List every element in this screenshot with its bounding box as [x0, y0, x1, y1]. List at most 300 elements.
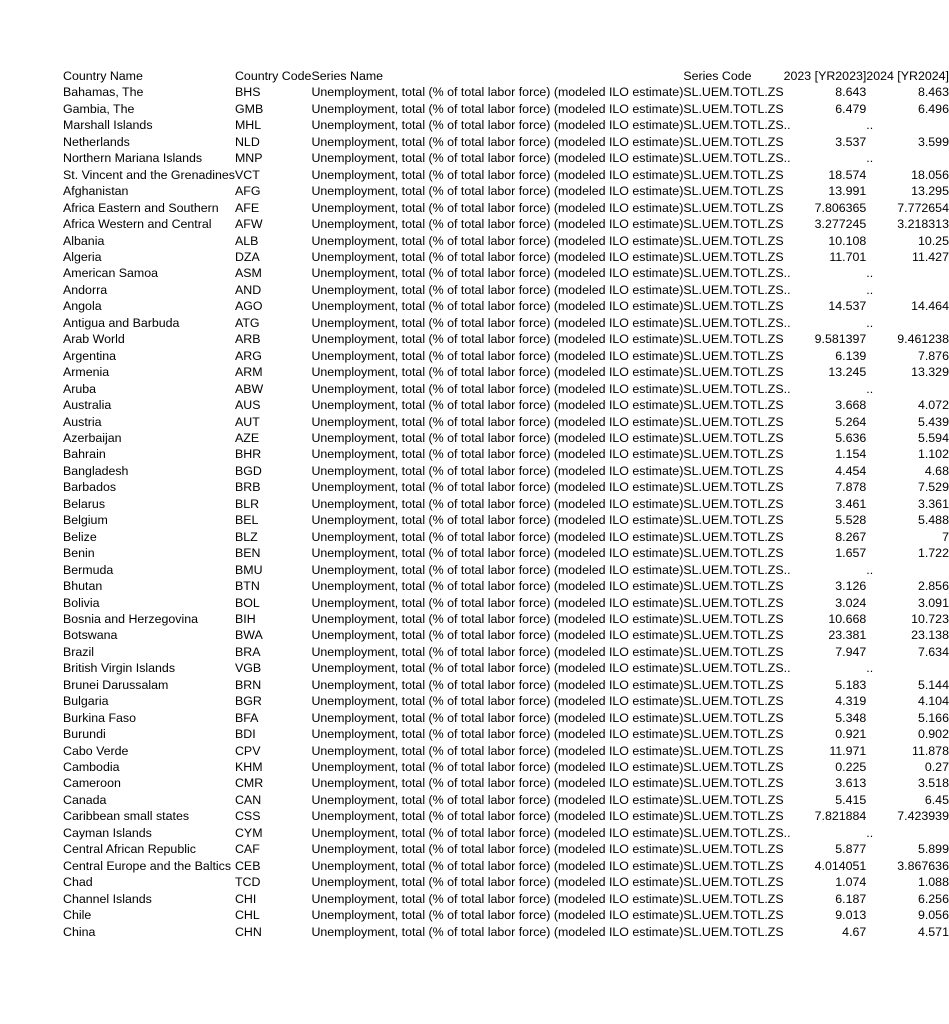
cell-series-name[interactable]: Unemployment, total (% of total labor force) (modeled ILO estimate) — [311, 710, 684, 725]
cell-2024[interactable]: 10.25 — [917, 233, 949, 248]
cell-country-name[interactable]: Azerbaijan — [63, 430, 122, 445]
cell-2023[interactable]: .. — [783, 562, 791, 577]
cell-series-code[interactable]: SL.UEM.TOTL.ZS — [683, 529, 784, 544]
cell-2024[interactable]: 14.464 — [911, 299, 949, 314]
header-country-name[interactable]: Country Name — [63, 69, 143, 83]
cell-series-code[interactable]: SL.UEM.TOTL.ZS — [683, 447, 784, 462]
cell-country-code[interactable]: BHR — [234, 447, 262, 462]
cell-series-name[interactable]: Unemployment, total (% of total labor force) (modeled ILO estimate) — [311, 760, 684, 775]
cell-country-code[interactable]: CPV — [234, 743, 261, 758]
cell-series-code[interactable]: SL.UEM.TOTL.ZS — [683, 546, 784, 561]
cell-country-code[interactable]: BLZ — [234, 529, 258, 544]
cell-2024[interactable]: 23.138 — [911, 628, 949, 643]
cell-country-code[interactable]: BGD — [234, 463, 262, 478]
cell-country-code[interactable]: TCD — [234, 875, 261, 890]
cell-series-code[interactable]: SL.UEM.TOTL.ZS — [683, 875, 784, 890]
cell-2024[interactable]: .. — [866, 282, 874, 297]
cell-series-code[interactable]: SL.UEM.TOTL.ZS — [683, 414, 784, 429]
cell-2024[interactable]: 18.056 — [911, 167, 949, 182]
cell-country-name[interactable]: Canada — [63, 792, 107, 807]
cell-country-code[interactable]: BRB — [234, 480, 261, 495]
cell-country-code[interactable]: CHN — [234, 924, 262, 939]
cell-series-name[interactable]: Unemployment, total (% of total labor force) (modeled ILO estimate) — [311, 151, 684, 166]
cell-series-name[interactable]: Unemployment, total (% of total labor force) (modeled ILO estimate) — [311, 332, 684, 347]
cell-2024[interactable]: .. — [866, 562, 874, 577]
cell-series-name[interactable]: Unemployment, total (% of total labor force) (modeled ILO estimate) — [311, 233, 684, 248]
cell-2023[interactable]: 4.454 — [835, 463, 867, 478]
cell-series-code[interactable]: SL.UEM.TOTL.ZS — [683, 85, 784, 100]
cell-2024[interactable]: 0.902 — [917, 727, 949, 742]
cell-2024[interactable]: 6.256 — [917, 891, 949, 906]
cell-series-name[interactable]: Unemployment, total (% of total labor force) (modeled ILO estimate) — [311, 611, 684, 626]
cell-country-name[interactable]: Algeria — [63, 249, 102, 264]
cell-series-code[interactable]: SL.UEM.TOTL.ZS — [683, 398, 784, 413]
cell-2024[interactable]: 7.634 — [917, 644, 949, 659]
cell-2024[interactable]: 7.876 — [917, 348, 949, 363]
cell-series-name[interactable]: Unemployment, total (% of total labor force) (modeled ILO estimate) — [311, 727, 684, 742]
cell-2024[interactable]: 10.723 — [911, 611, 949, 626]
cell-series-name[interactable]: Unemployment, total (% of total labor force) (modeled ILO estimate) — [311, 381, 684, 396]
cell-series-name[interactable]: Unemployment, total (% of total labor force) (modeled ILO estimate) — [311, 595, 684, 610]
cell-series-name[interactable]: Unemployment, total (% of total labor force) (modeled ILO estimate) — [311, 134, 684, 149]
cell-country-name[interactable]: Bermuda — [63, 562, 114, 577]
cell-2024[interactable]: 6.496 — [917, 101, 949, 116]
cell-country-name[interactable]: Austria — [63, 414, 102, 429]
cell-2024[interactable]: 4.072 — [917, 398, 949, 413]
cell-series-code[interactable]: SL.UEM.TOTL.ZS — [683, 825, 784, 840]
cell-country-code[interactable]: AGO — [234, 299, 263, 314]
cell-country-name[interactable]: Africa Western and Central — [63, 217, 212, 232]
cell-country-code[interactable]: CYM — [234, 825, 263, 840]
cell-2023[interactable]: 7.821884 — [814, 809, 867, 824]
cell-country-code[interactable]: BGR — [234, 694, 262, 709]
cell-2023[interactable]: 7.947 — [835, 644, 867, 659]
cell-series-code[interactable]: SL.UEM.TOTL.ZS — [683, 118, 784, 133]
cell-series-code[interactable]: SL.UEM.TOTL.ZS — [683, 908, 784, 923]
cell-series-code[interactable]: SL.UEM.TOTL.ZS — [683, 513, 784, 528]
cell-country-code[interactable]: BFA — [234, 710, 259, 725]
cell-2023[interactable]: 3.024 — [835, 595, 867, 610]
cell-series-code[interactable]: SL.UEM.TOTL.ZS — [683, 842, 784, 857]
cell-series-name[interactable]: Unemployment, total (% of total labor force) (modeled ILO estimate) — [311, 447, 684, 462]
cell-country-name[interactable]: Benin — [63, 546, 95, 561]
cell-2023[interactable]: 9.581397 — [814, 332, 867, 347]
cell-country-name[interactable]: American Samoa — [63, 266, 159, 281]
cell-series-code[interactable]: SL.UEM.TOTL.ZS — [683, 710, 784, 725]
cell-2023[interactable]: 4.319 — [835, 694, 867, 709]
cell-country-code[interactable]: CSS — [234, 809, 261, 824]
cell-series-name[interactable]: Unemployment, total (% of total labor force) (modeled ILO estimate) — [311, 694, 684, 709]
cell-series-code[interactable]: SL.UEM.TOTL.ZS — [683, 249, 784, 264]
cell-2023[interactable]: 6.479 — [835, 101, 867, 116]
cell-country-name[interactable]: Bulgaria — [63, 694, 109, 709]
cell-country-code[interactable]: ASM — [234, 266, 262, 281]
cell-2023[interactable]: 4.67 — [842, 924, 867, 939]
cell-country-name[interactable]: Northern Mariana Islands — [63, 151, 203, 166]
cell-country-name[interactable]: Botswana — [63, 628, 118, 643]
cell-country-code[interactable]: CAN — [234, 792, 262, 807]
cell-2023[interactable]: 5.636 — [835, 430, 867, 445]
cell-2023[interactable]: 3.613 — [835, 776, 867, 791]
cell-series-name[interactable]: Unemployment, total (% of total labor force) (modeled ILO estimate) — [311, 891, 684, 906]
cell-country-name[interactable]: Afghanistan — [63, 184, 129, 199]
header-2024[interactable]: 2024 [YR2024] — [866, 69, 949, 83]
cell-2023[interactable]: 3.126 — [835, 579, 867, 594]
cell-country-name[interactable]: British Virgin Islands — [63, 661, 176, 676]
cell-country-code[interactable]: BEL — [234, 513, 259, 528]
cell-2023[interactable]: 5.264 — [835, 414, 867, 429]
cell-series-name[interactable]: Unemployment, total (% of total labor force) (modeled ILO estimate) — [311, 496, 684, 511]
cell-series-name[interactable]: Unemployment, total (% of total labor force) (modeled ILO estimate) — [311, 266, 684, 281]
cell-country-code[interactable]: KHM — [234, 760, 263, 775]
cell-series-code[interactable]: SL.UEM.TOTL.ZS — [683, 348, 784, 363]
cell-country-code[interactable]: CMR — [234, 776, 264, 791]
cell-series-code[interactable]: SL.UEM.TOTL.ZS — [683, 694, 784, 709]
cell-country-code[interactable]: DZA — [234, 249, 260, 264]
cell-country-name[interactable]: Angola — [63, 299, 102, 314]
cell-series-name[interactable]: Unemployment, total (% of total labor force) (modeled ILO estimate) — [311, 463, 684, 478]
cell-series-name[interactable]: Unemployment, total (% of total labor force) (modeled ILO estimate) — [311, 118, 684, 133]
cell-2024[interactable]: 6.45 — [924, 792, 949, 807]
cell-2024[interactable]: 3.599 — [917, 134, 949, 149]
cell-2024[interactable]: 4.571 — [917, 924, 949, 939]
cell-2023[interactable]: 5.877 — [835, 842, 867, 857]
cell-series-name[interactable]: Unemployment, total (% of total labor force) (modeled ILO estimate) — [311, 348, 684, 363]
cell-series-name[interactable]: Unemployment, total (% of total labor force) (modeled ILO estimate) — [311, 529, 684, 544]
cell-country-name[interactable]: Netherlands — [63, 134, 130, 149]
cell-2023[interactable]: 7.806365 — [814, 200, 867, 215]
cell-2023[interactable]: 1.154 — [835, 447, 867, 462]
cell-2024[interactable]: 13.295 — [911, 184, 949, 199]
cell-series-name[interactable]: Unemployment, total (% of total labor force) (modeled ILO estimate) — [311, 842, 684, 857]
cell-2023[interactable]: 3.668 — [835, 398, 867, 413]
cell-country-code[interactable]: AND — [234, 282, 262, 297]
cell-country-code[interactable]: ARB — [234, 332, 261, 347]
cell-2023[interactable]: 13.245 — [828, 365, 867, 380]
cell-series-code[interactable]: SL.UEM.TOTL.ZS — [683, 579, 784, 594]
cell-country-name[interactable]: Bosnia and Herzegovina — [63, 611, 199, 626]
cell-series-name[interactable]: Unemployment, total (% of total labor force) (modeled ILO estimate) — [311, 315, 684, 330]
cell-series-name[interactable]: Unemployment, total (% of total labor force) (modeled ILO estimate) — [311, 792, 684, 807]
cell-country-name[interactable]: Bangladesh — [63, 463, 129, 478]
cell-series-code[interactable]: SL.UEM.TOTL.ZS — [683, 134, 784, 149]
cell-series-name[interactable]: Unemployment, total (% of total labor force) (modeled ILO estimate) — [311, 875, 684, 890]
cell-country-name[interactable]: Africa Eastern and Southern — [63, 200, 219, 215]
cell-series-code[interactable]: SL.UEM.TOTL.ZS — [683, 332, 784, 347]
cell-2023[interactable]: 10.108 — [828, 233, 867, 248]
cell-series-name[interactable]: Unemployment, total (% of total labor force) (modeled ILO estimate) — [311, 430, 684, 445]
cell-2024[interactable]: 1.102 — [917, 447, 949, 462]
cell-country-name[interactable]: Bolivia — [63, 595, 100, 610]
cell-series-name[interactable]: Unemployment, total (% of total labor force) (modeled ILO estimate) — [311, 365, 684, 380]
cell-2023[interactable]: 1.657 — [835, 546, 867, 561]
cell-series-name[interactable]: Unemployment, total (% of total labor force) (modeled ILO estimate) — [311, 414, 684, 429]
cell-country-name[interactable]: Marshall Islands — [63, 118, 153, 133]
cell-2024[interactable]: .. — [866, 118, 874, 133]
cell-country-name[interactable]: Australia — [63, 398, 112, 413]
cell-country-code[interactable]: BDI — [234, 727, 256, 742]
header-country-code[interactable]: Country Code — [234, 69, 312, 83]
cell-2024[interactable]: 11.427 — [911, 249, 949, 264]
cell-series-name[interactable]: Unemployment, total (% of total labor force) (modeled ILO estimate) — [311, 167, 684, 182]
cell-2024[interactable]: .. — [866, 266, 874, 281]
cell-2024[interactable]: 3.361 — [917, 496, 949, 511]
cell-2023[interactable]: 9.013 — [835, 908, 867, 923]
cell-country-code[interactable]: MNP — [234, 151, 263, 166]
cell-country-name[interactable]: Bahrain — [63, 447, 106, 462]
cell-series-code[interactable]: SL.UEM.TOTL.ZS — [683, 266, 784, 281]
cell-2023[interactable]: .. — [783, 151, 791, 166]
cell-2023[interactable]: .. — [783, 282, 791, 297]
cell-2023[interactable]: .. — [783, 118, 791, 133]
cell-country-code[interactable]: CEB — [234, 858, 261, 873]
cell-2024[interactable]: 13.329 — [911, 365, 949, 380]
cell-2024[interactable]: 7.529 — [917, 480, 949, 495]
cell-series-name[interactable]: Unemployment, total (% of total labor force) (modeled ILO estimate) — [311, 85, 684, 100]
cell-country-name[interactable]: Antigua and Barbuda — [63, 315, 180, 330]
cell-2023[interactable]: 5.183 — [835, 677, 867, 692]
cell-country-code[interactable]: AUS — [234, 398, 261, 413]
cell-country-name[interactable]: Barbados — [63, 480, 117, 495]
cell-series-name[interactable]: Unemployment, total (% of total labor force) (modeled ILO estimate) — [311, 513, 684, 528]
cell-series-code[interactable]: SL.UEM.TOTL.ZS — [683, 167, 784, 182]
cell-series-code[interactable]: SL.UEM.TOTL.ZS — [683, 858, 784, 873]
cell-country-code[interactable]: AZE — [234, 430, 260, 445]
cell-country-code[interactable]: AUT — [234, 414, 260, 429]
cell-2023[interactable]: 5.415 — [835, 792, 867, 807]
cell-2023[interactable]: 0.921 — [835, 727, 867, 742]
cell-2023[interactable]: .. — [783, 661, 791, 676]
cell-2024[interactable]: .. — [866, 381, 874, 396]
cell-country-name[interactable]: Arab World — [63, 332, 125, 347]
cell-series-name[interactable]: Unemployment, total (% of total labor force) (modeled ILO estimate) — [311, 924, 684, 939]
cell-country-name[interactable]: Bahamas, The — [63, 85, 144, 100]
cell-country-code[interactable]: CAF — [234, 842, 260, 857]
cell-country-name[interactable]: Argentina — [63, 348, 117, 363]
cell-2023[interactable]: 6.187 — [835, 891, 867, 906]
cell-2023[interactable]: 1.074 — [835, 875, 867, 890]
cell-2023[interactable]: 4.014051 — [814, 858, 867, 873]
cell-2024[interactable]: 7.423939 — [897, 809, 949, 824]
cell-2024[interactable]: 4.68 — [924, 463, 949, 478]
cell-series-code[interactable]: SL.UEM.TOTL.ZS — [683, 595, 784, 610]
cell-series-code[interactable]: SL.UEM.TOTL.ZS — [683, 644, 784, 659]
cell-country-code[interactable]: VCT — [234, 167, 260, 182]
cell-2023[interactable]: 0.225 — [835, 760, 867, 775]
header-series-code[interactable]: Series Code — [683, 69, 752, 83]
cell-country-code[interactable]: VGB — [234, 661, 262, 676]
cell-country-code[interactable]: AFE — [234, 200, 260, 215]
cell-series-code[interactable]: SL.UEM.TOTL.ZS — [683, 480, 784, 495]
cell-series-name[interactable]: Unemployment, total (% of total labor force) (modeled ILO estimate) — [311, 858, 684, 873]
cell-series-name[interactable]: Unemployment, total (% of total labor force) (modeled ILO estimate) — [311, 101, 684, 116]
cell-2024[interactable]: .. — [866, 825, 874, 840]
cell-country-code[interactable]: BMU — [234, 562, 263, 577]
cell-series-code[interactable]: SL.UEM.TOTL.ZS — [683, 184, 784, 199]
cell-series-name[interactable]: Unemployment, total (% of total labor force) (modeled ILO estimate) — [311, 546, 684, 561]
cell-country-name[interactable]: Cameroon — [63, 776, 121, 791]
cell-2023[interactable]: 3.277245 — [814, 217, 867, 232]
cell-country-name[interactable]: Central African Republic — [63, 842, 196, 857]
cell-series-name[interactable]: Unemployment, total (% of total labor force) (modeled ILO estimate) — [311, 579, 684, 594]
cell-2023[interactable]: 8.643 — [835, 85, 867, 100]
cell-2024[interactable]: 5.594 — [917, 430, 949, 445]
cell-series-name[interactable]: Unemployment, total (% of total labor force) (modeled ILO estimate) — [311, 743, 684, 758]
cell-2024[interactable]: 7 — [942, 529, 949, 544]
cell-series-code[interactable]: SL.UEM.TOTL.ZS — [683, 381, 784, 396]
cell-country-code[interactable]: BIH — [234, 611, 256, 626]
cell-2023[interactable]: .. — [783, 381, 791, 396]
cell-2023[interactable]: 18.574 — [828, 167, 867, 182]
cell-series-name[interactable]: Unemployment, total (% of total labor force) (modeled ILO estimate) — [311, 217, 684, 232]
cell-2024[interactable]: 3.518 — [917, 776, 949, 791]
cell-2024[interactable]: 5.899 — [917, 842, 949, 857]
cell-country-code[interactable]: GMB — [234, 101, 264, 116]
cell-series-code[interactable]: SL.UEM.TOTL.ZS — [683, 776, 784, 791]
cell-country-code[interactable]: BTN — [234, 579, 260, 594]
cell-series-name[interactable]: Unemployment, total (% of total labor force) (modeled ILO estimate) — [311, 249, 684, 264]
cell-2024[interactable]: 2.856 — [917, 579, 949, 594]
cell-2024[interactable]: 3.218313 — [897, 217, 949, 232]
cell-series-name[interactable]: Unemployment, total (% of total labor force) (modeled ILO estimate) — [311, 480, 684, 495]
cell-2024[interactable]: .. — [866, 315, 874, 330]
cell-2023[interactable]: 5.528 — [835, 513, 867, 528]
cell-series-code[interactable]: SL.UEM.TOTL.ZS — [683, 151, 784, 166]
cell-2024[interactable]: .. — [866, 151, 874, 166]
cell-country-name[interactable]: Brunei Darussalam — [63, 677, 169, 692]
cell-country-name[interactable]: Aruba — [63, 381, 97, 396]
cell-2023[interactable]: 14.537 — [828, 299, 867, 314]
cell-series-code[interactable]: SL.UEM.TOTL.ZS — [683, 101, 784, 116]
cell-country-name[interactable]: Gambia, The — [63, 101, 135, 116]
cell-country-name[interactable]: Belarus — [63, 496, 106, 511]
cell-country-code[interactable]: AFG — [234, 184, 261, 199]
cell-series-name[interactable]: Unemployment, total (% of total labor force) (modeled ILO estimate) — [311, 398, 684, 413]
cell-country-name[interactable]: Brazil — [63, 644, 94, 659]
cell-2023[interactable]: 11.701 — [829, 249, 867, 264]
cell-2023[interactable]: 13.991 — [828, 184, 867, 199]
cell-series-code[interactable]: SL.UEM.TOTL.ZS — [683, 792, 784, 807]
cell-series-code[interactable]: SL.UEM.TOTL.ZS — [683, 562, 784, 577]
cell-series-name[interactable]: Unemployment, total (% of total labor force) (modeled ILO estimate) — [311, 908, 684, 923]
cell-series-code[interactable]: SL.UEM.TOTL.ZS — [683, 760, 784, 775]
cell-2024[interactable]: 7.772654 — [897, 200, 949, 215]
cell-country-code[interactable]: BHS — [234, 85, 261, 100]
cell-country-name[interactable]: Cambodia — [63, 760, 120, 775]
cell-series-code[interactable]: SL.UEM.TOTL.ZS — [683, 430, 784, 445]
cell-country-code[interactable]: CHL — [234, 908, 260, 923]
cell-country-code[interactable]: ARG — [234, 348, 262, 363]
cell-series-code[interactable]: SL.UEM.TOTL.ZS — [683, 743, 784, 758]
cell-country-name[interactable]: Chile — [63, 908, 92, 923]
cell-2024[interactable]: 9.056 — [917, 908, 949, 923]
cell-series-code[interactable]: SL.UEM.TOTL.ZS — [683, 611, 784, 626]
cell-country-name[interactable]: Burkina Faso — [63, 710, 137, 725]
cell-series-code[interactable]: SL.UEM.TOTL.ZS — [683, 496, 784, 511]
cell-2024[interactable]: 1.722 — [917, 546, 949, 561]
cell-series-code[interactable]: SL.UEM.TOTL.ZS — [683, 315, 784, 330]
header-2023[interactable]: 2023 [YR2023] — [783, 69, 867, 83]
cell-country-code[interactable]: ATG — [234, 315, 260, 330]
cell-country-name[interactable]: Belize — [63, 529, 97, 544]
cell-series-code[interactable]: SL.UEM.TOTL.ZS — [683, 628, 784, 643]
cell-2024[interactable]: .. — [866, 661, 874, 676]
cell-country-name[interactable]: Central Europe and the Baltics — [63, 858, 232, 873]
cell-series-code[interactable]: SL.UEM.TOTL.ZS — [683, 677, 784, 692]
cell-2024[interactable]: 11.878 — [911, 743, 949, 758]
cell-series-name[interactable]: Unemployment, total (% of total labor force) (modeled ILO estimate) — [311, 299, 684, 314]
cell-series-name[interactable]: Unemployment, total (% of total labor force) (modeled ILO estimate) — [311, 677, 684, 692]
cell-2023[interactable]: 3.537 — [835, 134, 867, 149]
cell-country-name[interactable]: Caribbean small states — [63, 809, 190, 824]
cell-2024[interactable]: 3.091 — [917, 595, 949, 610]
cell-series-name[interactable]: Unemployment, total (% of total labor force) (modeled ILO estimate) — [311, 776, 684, 791]
cell-series-code[interactable]: SL.UEM.TOTL.ZS — [683, 891, 784, 906]
cell-2023[interactable]: .. — [783, 825, 791, 840]
cell-2023[interactable]: 11.971 — [829, 743, 867, 758]
cell-country-name[interactable]: Albania — [63, 233, 105, 248]
cell-country-name[interactable]: China — [63, 924, 96, 939]
cell-series-code[interactable]: SL.UEM.TOTL.ZS — [683, 282, 784, 297]
cell-country-code[interactable]: BWA — [234, 628, 263, 643]
cell-series-name[interactable]: Unemployment, total (% of total labor force) (modeled ILO estimate) — [311, 562, 684, 577]
cell-2024[interactable]: 9.461238 — [897, 332, 949, 347]
cell-2024[interactable]: 1.088 — [917, 875, 949, 890]
cell-country-code[interactable]: BEN — [234, 546, 261, 561]
cell-2024[interactable]: 4.104 — [917, 694, 949, 709]
cell-country-name[interactable]: Bhutan — [63, 579, 103, 594]
cell-series-name[interactable]: Unemployment, total (% of total labor force) (modeled ILO estimate) — [311, 809, 684, 824]
cell-2023[interactable]: 3.461 — [835, 496, 867, 511]
cell-2024[interactable]: 3.867636 — [897, 858, 949, 873]
cell-country-code[interactable]: BRN — [234, 677, 262, 692]
cell-country-code[interactable]: ABW — [234, 381, 264, 396]
cell-series-name[interactable]: Unemployment, total (% of total labor force) (modeled ILO estimate) — [311, 184, 684, 199]
cell-series-code[interactable]: SL.UEM.TOTL.ZS — [683, 299, 784, 314]
cell-2024[interactable]: 5.488 — [917, 513, 949, 528]
cell-country-code[interactable]: BLR — [234, 496, 260, 511]
cell-2023[interactable]: 6.139 — [835, 348, 867, 363]
cell-2023[interactable]: 10.668 — [828, 611, 867, 626]
cell-country-name[interactable]: St. Vincent and the Grenadines — [63, 167, 235, 182]
cell-2024[interactable]: 0.27 — [924, 760, 949, 775]
cell-country-name[interactable]: Armenia — [63, 365, 110, 380]
cell-2023[interactable]: .. — [783, 315, 791, 330]
cell-country-name[interactable]: Andorra — [63, 282, 108, 297]
cell-country-name[interactable]: Chad — [63, 875, 93, 890]
cell-series-code[interactable]: SL.UEM.TOTL.ZS — [683, 727, 784, 742]
cell-2023[interactable]: 7.878 — [835, 480, 867, 495]
cell-country-code[interactable]: BOL — [234, 595, 260, 610]
cell-country-name[interactable]: Channel Islands — [63, 891, 152, 906]
cell-country-code[interactable]: NLD — [234, 134, 260, 149]
header-series-name[interactable]: Series Name — [311, 69, 384, 83]
cell-series-code[interactable]: SL.UEM.TOTL.ZS — [683, 200, 784, 215]
cell-series-name[interactable]: Unemployment, total (% of total labor force) (modeled ILO estimate) — [311, 644, 684, 659]
cell-2024[interactable]: 8.463 — [917, 85, 949, 100]
cell-2023[interactable]: .. — [783, 266, 791, 281]
cell-country-code[interactable]: ARM — [234, 365, 263, 380]
cell-country-name[interactable]: Cabo Verde — [63, 743, 129, 758]
cell-series-code[interactable]: SL.UEM.TOTL.ZS — [683, 233, 784, 248]
cell-country-code[interactable]: AFW — [234, 217, 263, 232]
cell-2023[interactable]: 23.381 — [828, 628, 867, 643]
cell-series-code[interactable]: SL.UEM.TOTL.ZS — [683, 924, 784, 939]
cell-series-name[interactable]: Unemployment, total (% of total labor force) (modeled ILO estimate) — [311, 282, 684, 297]
cell-2023[interactable]: 8.267 — [835, 529, 867, 544]
cell-series-name[interactable]: Unemployment, total (% of total labor force) (modeled ILO estimate) — [311, 661, 684, 676]
cell-country-name[interactable]: Burundi — [63, 727, 106, 742]
